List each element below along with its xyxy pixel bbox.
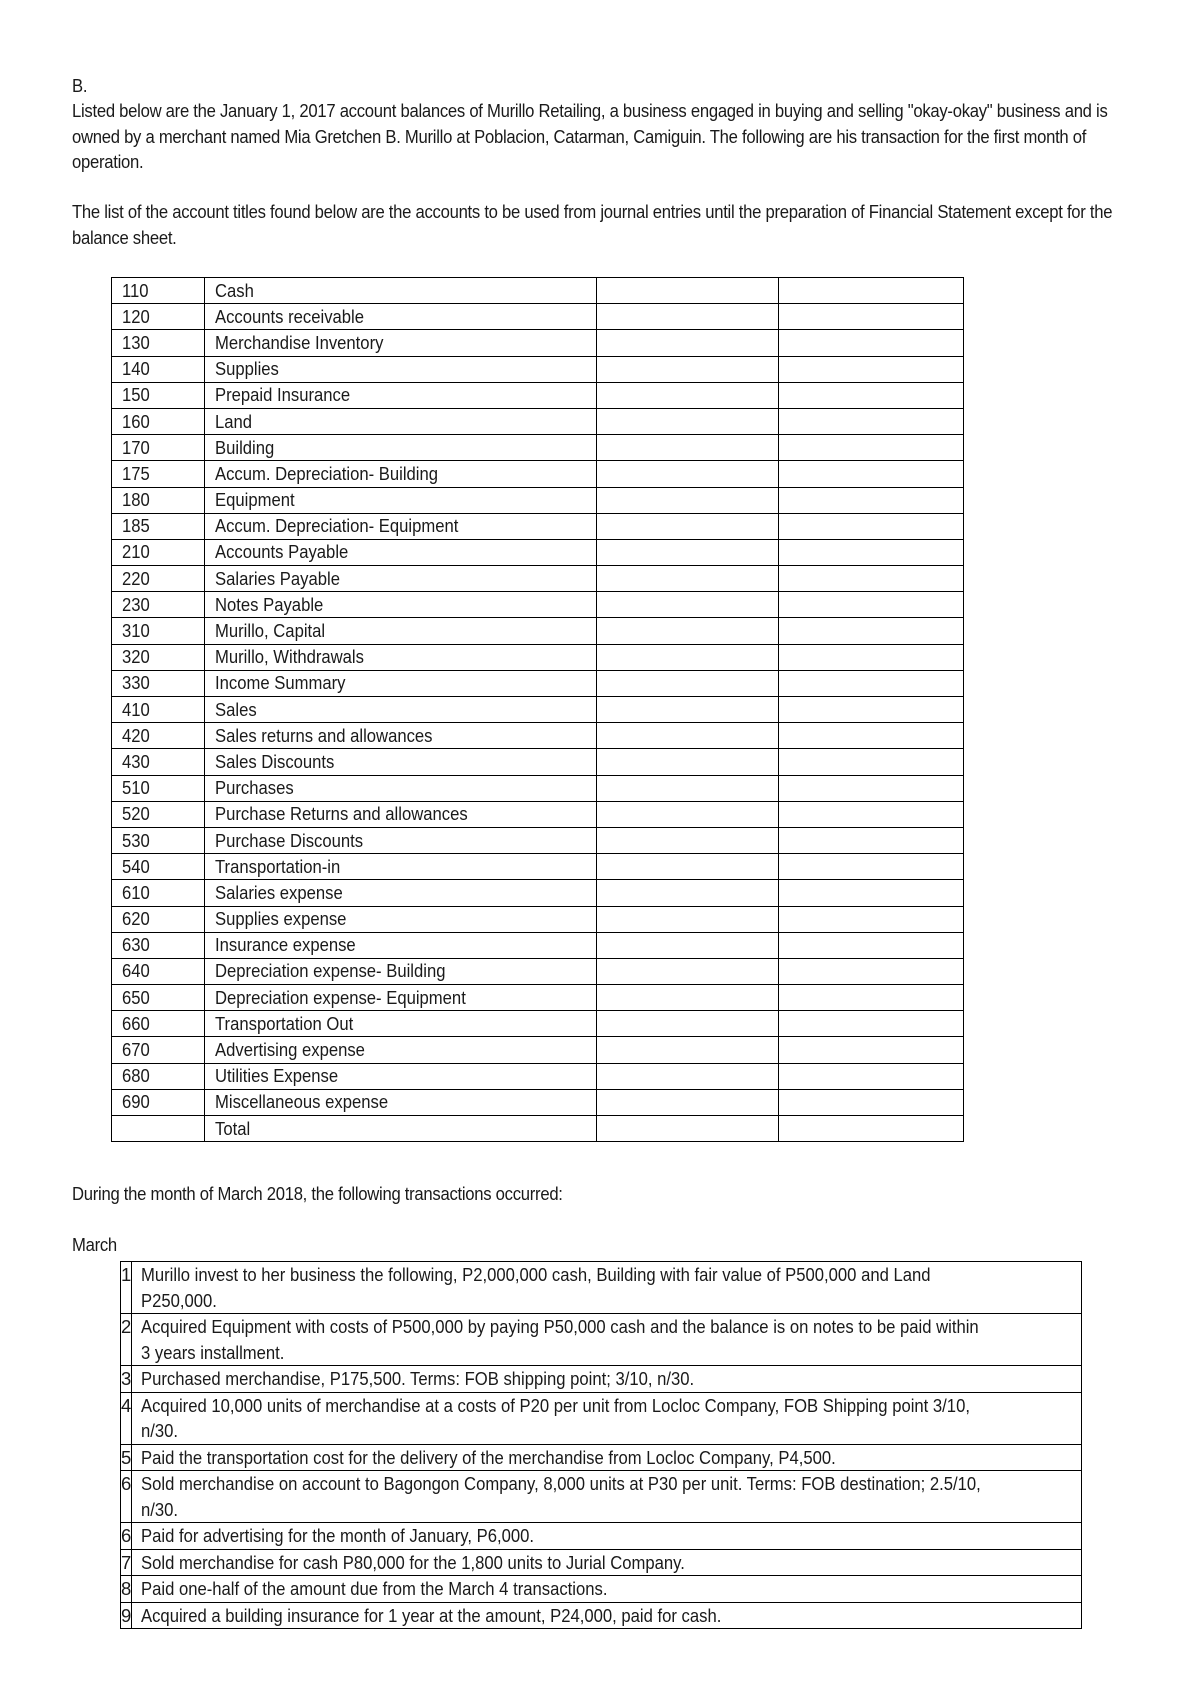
credit-cell: [779, 330, 964, 356]
credit-cell: [779, 1116, 964, 1142]
account-title: Accum. Depreciation- Building: [204, 461, 596, 487]
account-row: [112, 330, 964, 356]
debit-cell: [596, 487, 779, 513]
account-row: [112, 697, 964, 723]
credit-cell: [779, 618, 964, 644]
credit-cell: [779, 985, 964, 1011]
account-title: Insurance expense: [204, 932, 596, 958]
account-title: Murillo, Withdrawals: [204, 644, 596, 670]
account-code: 160: [112, 408, 205, 434]
account-title: Utilities Expense: [204, 1063, 596, 1089]
account-row: [112, 1116, 964, 1142]
account-row: [112, 278, 964, 304]
account-title: Land: [204, 408, 596, 434]
account-row: [112, 304, 964, 330]
credit-cell: [779, 1011, 964, 1037]
debit-cell: [596, 775, 779, 801]
debit-cell: [596, 958, 779, 984]
transaction-row: [121, 1314, 1082, 1366]
debit-cell: [596, 304, 779, 330]
account-row: [112, 827, 964, 853]
account-title: Prepaid Insurance: [204, 382, 596, 408]
account-code: 310: [112, 618, 205, 644]
intro-paragraph: Listed below are the January 1, 2017 account balances of Murillo Retailing, a business engaged in buying and selling "okay-okay" business and is owned by a merchant named Mia Gretchen B. Murillo at Poblacion, Catarman, Camiguin. The following are his transaction for the first month of operation.: [72, 100, 1108, 172]
account-code: 150: [112, 382, 205, 408]
credit-cell: [779, 880, 964, 906]
transactions-intro: During the month of March 2018, the following transactions occurred:: [72, 1183, 563, 1204]
account-code: 680: [112, 1063, 205, 1089]
account-code: 420: [112, 723, 205, 749]
debit-cell: [596, 932, 779, 958]
transaction-description: Paid the transportation cost for the delivery of the merchandise from Locloc Company, P4,500.: [132, 1444, 1082, 1471]
account-title: Notes Payable: [204, 592, 596, 618]
account-code: 520: [112, 801, 205, 827]
credit-cell: [779, 854, 964, 880]
debit-cell: [596, 1011, 779, 1037]
debit-cell: [596, 513, 779, 539]
account-row: [112, 1089, 964, 1115]
credit-cell: [779, 644, 964, 670]
account-title: Transportation Out: [204, 1011, 596, 1037]
credit-cell: [779, 1037, 964, 1063]
debit-cell: [596, 1037, 779, 1063]
account-row: [112, 906, 964, 932]
debit-cell: [596, 330, 779, 356]
debit-cell: [596, 801, 779, 827]
transaction-description: Sold merchandise for cash P80,000 for the 1,800 units to Jurial Company.: [132, 1549, 1082, 1576]
account-code: 670: [112, 1037, 205, 1063]
debit-cell: [596, 461, 779, 487]
transaction-row: [121, 1602, 1082, 1629]
transaction-day: 3: [121, 1366, 132, 1393]
transaction-day: 9: [121, 1602, 132, 1629]
account-row: [112, 723, 964, 749]
chart-of-accounts-table: [111, 277, 964, 1142]
account-row: [112, 801, 964, 827]
transaction-description: Acquired 10,000 units of merchandise at a costs of P20 per unit from Locloc Company, FOB Shipping point 3/10, n/30.: [132, 1392, 1082, 1444]
transaction-day: 2: [121, 1314, 132, 1366]
debit-cell: [596, 566, 779, 592]
account-code: 180: [112, 487, 205, 513]
account-row: [112, 618, 964, 644]
account-title: Transportation-in: [204, 854, 596, 880]
account-row: [112, 775, 964, 801]
credit-cell: [779, 827, 964, 853]
account-code: 185: [112, 513, 205, 539]
account-code: 120: [112, 304, 205, 330]
account-row: [112, 1063, 964, 1089]
debit-cell: [596, 1116, 779, 1142]
credit-cell: [779, 697, 964, 723]
credit-cell: [779, 487, 964, 513]
account-title: Merchandise Inventory: [204, 330, 596, 356]
account-code: 210: [112, 539, 205, 565]
account-row: [112, 932, 964, 958]
account-title: Sales Discounts: [204, 749, 596, 775]
transaction-row: [121, 1549, 1082, 1576]
account-row: [112, 958, 964, 984]
transaction-description: Acquired a building insurance for 1 year at the amount, P24,000, paid for cash.: [132, 1602, 1082, 1629]
account-title: Equipment: [204, 487, 596, 513]
debit-cell: [596, 408, 779, 434]
credit-cell: [779, 461, 964, 487]
month-label: March: [72, 1234, 117, 1255]
account-code: 130: [112, 330, 205, 356]
credit-cell: [779, 932, 964, 958]
credit-cell: [779, 304, 964, 330]
transaction-description: Acquired Equipment with costs of P500,000 by paying P50,000 cash and the balance is on notes to be paid within 3 years installment.: [132, 1314, 1082, 1366]
transaction-row: [121, 1444, 1082, 1471]
transaction-row: [121, 1523, 1082, 1550]
credit-cell: [779, 566, 964, 592]
account-row: [112, 356, 964, 382]
transaction-day: 6: [121, 1471, 132, 1523]
account-title: Murillo, Capital: [204, 618, 596, 644]
debit-cell: [596, 723, 779, 749]
account-row: [112, 539, 964, 565]
account-row: [112, 670, 964, 696]
account-code: 620: [112, 906, 205, 932]
account-row: [112, 513, 964, 539]
credit-cell: [779, 749, 964, 775]
account-code: 610: [112, 880, 205, 906]
debit-cell: [596, 592, 779, 618]
account-title: Accounts receivable: [204, 304, 596, 330]
debit-cell: [596, 749, 779, 775]
credit-cell: [779, 592, 964, 618]
transaction-row: [121, 1366, 1082, 1393]
account-code: 140: [112, 356, 205, 382]
debit-cell: [596, 854, 779, 880]
account-title: Purchases: [204, 775, 596, 801]
credit-cell: [779, 723, 964, 749]
account-title: Accum. Depreciation- Equipment: [204, 513, 596, 539]
debit-cell: [596, 985, 779, 1011]
account-row: [112, 1037, 964, 1063]
account-title: Salaries Payable: [204, 566, 596, 592]
account-title: Building: [204, 435, 596, 461]
account-title: Salaries expense: [204, 880, 596, 906]
credit-cell: [779, 513, 964, 539]
transaction-description: Murillo invest to her business the following, P2,000,000 cash, Building with fair value of P500,000 and Land P250,000.: [132, 1262, 1082, 1314]
debit-cell: [596, 435, 779, 461]
debit-cell: [596, 382, 779, 408]
account-code: 410: [112, 697, 205, 723]
account-code: 430: [112, 749, 205, 775]
debit-cell: [596, 356, 779, 382]
account-code: [112, 1116, 205, 1142]
transaction-description: Sold merchandise on account to Bagongon Company, 8,000 units at P30 per unit. Terms: FOB destination; 2.5/10, n/30.: [132, 1471, 1082, 1523]
transaction-day: 1: [121, 1262, 132, 1314]
account-row: [112, 1011, 964, 1037]
credit-cell: [779, 801, 964, 827]
account-code: 230: [112, 592, 205, 618]
account-code: 690: [112, 1089, 205, 1115]
credit-cell: [779, 382, 964, 408]
account-code: 540: [112, 854, 205, 880]
account-title: Total: [204, 1116, 596, 1142]
transaction-day: 6: [121, 1523, 132, 1550]
credit-cell: [779, 356, 964, 382]
transaction-row: [121, 1576, 1082, 1603]
account-title: Purchase Discounts: [204, 827, 596, 853]
account-row: [112, 566, 964, 592]
account-row: [112, 985, 964, 1011]
account-title: Depreciation expense- Equipment: [204, 985, 596, 1011]
account-title: Supplies: [204, 356, 596, 382]
debit-cell: [596, 827, 779, 853]
credit-cell: [779, 278, 964, 304]
credit-cell: [779, 1063, 964, 1089]
account-code: 220: [112, 566, 205, 592]
account-row: [112, 487, 964, 513]
account-title: Cash: [204, 278, 596, 304]
account-row: [112, 644, 964, 670]
debit-cell: [596, 697, 779, 723]
credit-cell: [779, 539, 964, 565]
account-title: Accounts Payable: [204, 539, 596, 565]
account-title: Sales returns and allowances: [204, 723, 596, 749]
account-row: [112, 592, 964, 618]
account-code: 110: [112, 278, 205, 304]
debit-cell: [596, 1089, 779, 1115]
account-row: [112, 880, 964, 906]
debit-cell: [596, 670, 779, 696]
account-code: 170: [112, 435, 205, 461]
account-row: [112, 408, 964, 434]
credit-cell: [779, 775, 964, 801]
transaction-day: 4: [121, 1392, 132, 1444]
account-row: [112, 435, 964, 461]
account-title: Income Summary: [204, 670, 596, 696]
account-row: [112, 461, 964, 487]
credit-cell: [779, 670, 964, 696]
account-title: Depreciation expense- Building: [204, 958, 596, 984]
debit-cell: [596, 618, 779, 644]
account-list-intro: The list of the account titles found below are the accounts to be used from journal entries until the preparation of Financial Statement except for the balance sheet.: [72, 201, 1113, 248]
transaction-description: Purchased merchandise, P175,500. Terms: FOB shipping point; 3/10, n/30.: [132, 1366, 1082, 1393]
account-title: Supplies expense: [204, 906, 596, 932]
credit-cell: [779, 958, 964, 984]
transaction-day: 7: [121, 1549, 132, 1576]
account-code: 330: [112, 670, 205, 696]
account-code: 175: [112, 461, 205, 487]
credit-cell: [779, 906, 964, 932]
account-code: 530: [112, 827, 205, 853]
debit-cell: [596, 880, 779, 906]
account-code: 320: [112, 644, 205, 670]
account-title: Purchase Returns and allowances: [204, 801, 596, 827]
debit-cell: [596, 906, 779, 932]
account-code: 630: [112, 932, 205, 958]
transaction-row: [121, 1471, 1082, 1523]
account-code: 640: [112, 958, 205, 984]
transaction-description: Paid for advertising for the month of January, P6,000.: [132, 1523, 1082, 1550]
credit-cell: [779, 408, 964, 434]
account-code: 660: [112, 1011, 205, 1037]
transaction-row: [121, 1262, 1082, 1314]
debit-cell: [596, 539, 779, 565]
section-label: B.: [72, 75, 88, 96]
debit-cell: [596, 278, 779, 304]
account-code: 650: [112, 985, 205, 1011]
account-row: [112, 749, 964, 775]
account-title: Advertising expense: [204, 1037, 596, 1063]
account-title: Sales: [204, 697, 596, 723]
account-row: [112, 382, 964, 408]
transaction-row: [121, 1392, 1082, 1444]
transaction-day: 5: [121, 1444, 132, 1471]
transaction-description: Paid one-half of the amount due from the March 4 transactions.: [132, 1576, 1082, 1603]
credit-cell: [779, 1089, 964, 1115]
account-row: [112, 854, 964, 880]
credit-cell: [779, 435, 964, 461]
account-title: Miscellaneous expense: [204, 1089, 596, 1115]
transactions-table: [120, 1261, 1082, 1629]
debit-cell: [596, 1063, 779, 1089]
account-code: 510: [112, 775, 205, 801]
transaction-day: 8: [121, 1576, 132, 1603]
debit-cell: [596, 644, 779, 670]
